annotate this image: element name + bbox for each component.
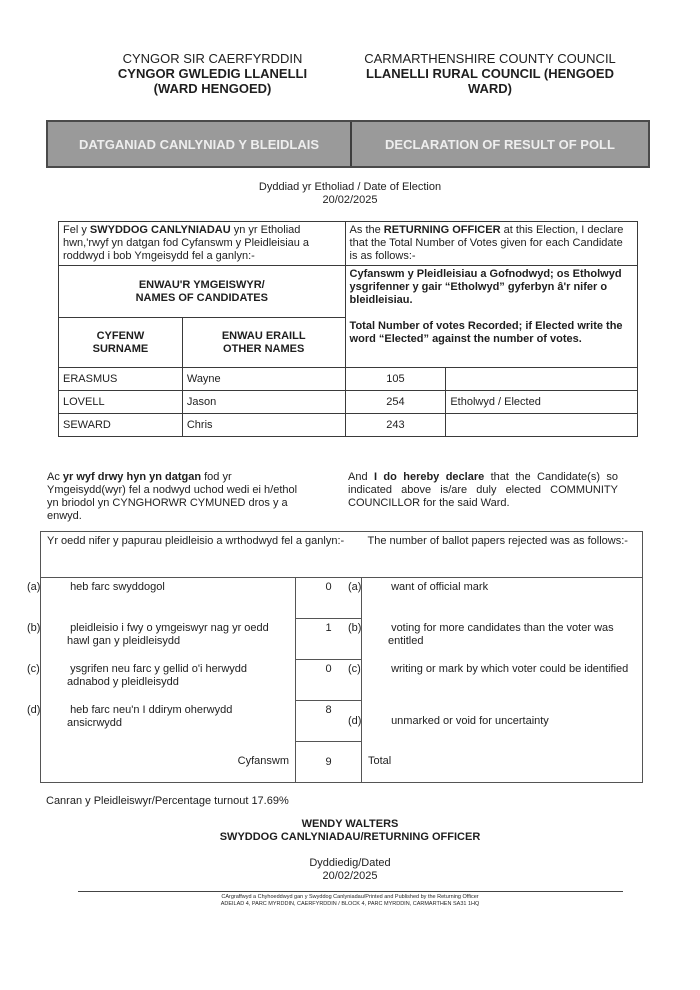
banner-title-welsh: DATGANIAD CANLYNIAD Y BLEIDLAIS <box>48 122 352 166</box>
intro-welsh-pre: Fel y <box>63 224 90 236</box>
rejected-letter: (a) <box>348 581 362 593</box>
surname-header-english: SURNAME <box>92 342 149 355</box>
rejected-letter: (c) <box>348 662 361 675</box>
rejected-header-welsh: Yr oedd nifer y papurau pleidleisio a wrthodwyd fel a ganlyn:- <box>41 532 362 578</box>
candidate-surname: LOVELL <box>59 391 183 414</box>
dated-value: 20/02/2025 <box>322 870 378 882</box>
candidate-row <box>59 368 638 391</box>
names-header <box>59 266 346 318</box>
other-names-header <box>182 318 345 368</box>
header-english <box>340 51 640 96</box>
rejected-header-english: The number of ballot papers rejected was as follows:- <box>362 532 643 578</box>
declaration-english <box>348 471 618 510</box>
rejected-total-label-english: Total <box>368 755 392 768</box>
rejected-letter: (d) <box>27 703 41 716</box>
footer-publisher: CArgraffwyd a Chyhoeddwyd gan y Swyddog Canlyniadau/Printed and Published by the Returning Officer <box>221 894 479 900</box>
candidate-other-names: Jason <box>182 391 345 414</box>
rejected-row <box>41 619 643 660</box>
rejected-letter: (c) <box>27 662 40 675</box>
candidate-status: Etholwyd / Elected <box>446 391 638 414</box>
officer-name: WENDY WALTERS <box>301 818 399 830</box>
footer-divider <box>78 891 623 892</box>
declaration-english-pre: And <box>348 471 374 483</box>
intro-english-bold: RETURNING OFFICER <box>383 224 501 236</box>
intro-english-pre: As the <box>349 224 384 236</box>
votes-header-welsh: Cyfanswm y Pleidleisiau a Gofnodwyd; os Etholwyd ysgrifenner y gair “Etholwyd” gyferbyn â'r nifer o bleidleisiau. <box>349 268 622 306</box>
rejected-total-row <box>41 742 643 783</box>
council-name-english: CARMARTHENSHIRE COUNTY COUNCIL <box>364 51 616 66</box>
rejected-total-count: 9 <box>296 742 362 783</box>
footer-address: ADEILAD 4, PARC MYRDDIN, CAERFYRDDIN / BLOCK 4, PARC MYRDDIN, CARMARTHEN SA31 1HQ <box>220 901 480 907</box>
rejected-count: 1 <box>296 619 362 660</box>
rejected-count: 0 <box>296 578 362 619</box>
header-welsh <box>95 51 330 96</box>
rejected-row <box>41 660 643 701</box>
other-names-header-english: OTHER NAMES <box>223 342 305 355</box>
other-names-header-welsh: ENWAU ERAILL <box>221 329 306 342</box>
candidate-surname: ERASMUS <box>59 368 183 391</box>
names-header-welsh: ENWAU'R YMGEISWYR/ <box>138 278 265 291</box>
ward-english: WARD) <box>467 81 513 96</box>
candidate-votes: 243 <box>345 414 446 437</box>
rejected-reason-welsh: heb farc swyddogol <box>70 581 165 593</box>
footer <box>0 894 700 908</box>
intro-welsh <box>59 222 346 266</box>
declaration-welsh-post: fod yr Ymgeisydd(wyr) fel a nodwyd uchod wedi ei h/ethol yn briodol yn CYNGHORWR CYMUNED dros y a enwyd. <box>47 471 298 522</box>
election-date <box>0 181 700 207</box>
intro-english <box>345 222 637 266</box>
intro-english-post: at this Election, I declare that the Total Number of Votes given for each Candidate is as follows:- <box>349 224 624 262</box>
rejected-reason-welsh: heb farc neu'n I ddirym oherwydd ansicrwydd <box>67 703 233 729</box>
rejected-total-label-welsh: Cyfanswm <box>237 755 289 768</box>
candidate-votes: 105 <box>345 368 446 391</box>
candidate-status <box>446 414 638 437</box>
banner-title-english: DECLARATION OF RESULT OF POLL <box>385 136 615 152</box>
declaration-english-post: that the Candidate(s) so indicated above is/are duly elected COMMUNITY COUNCILLOR for the said Ward. <box>348 471 618 509</box>
officer-title: SWYDDOG CANLYNIADAU/RETURNING OFFICER <box>219 831 481 843</box>
rejected-row <box>41 701 643 742</box>
rejected-letter: (d) <box>348 714 362 727</box>
rejected-reason-english: writing or mark by which voter could be identified <box>391 662 629 675</box>
turnout: Canran y Pleidleiswyr/Percentage turnout 17.69% <box>46 795 289 807</box>
returning-officer <box>0 818 700 844</box>
intro-welsh-post: yn yr Etholiad hwn,'rwyf yn datgan fod Cyfanswm y Pleidleisiau a roddwyd i bob Ymgeisydd fel a ganlyn:- <box>63 224 310 262</box>
declaration-welsh-bold: yr wyf drwy hyn yn datgan <box>62 471 202 483</box>
declaration-english-bold: I do hereby declare <box>373 471 485 483</box>
election-date-label: Dyddiad yr Etholiad / Date of Election <box>258 181 442 193</box>
votes-header-english: Total Number of votes Recorded; if Elected write the word “Elected” against the number of votes. <box>349 320 623 345</box>
rejected-row <box>41 578 643 619</box>
intro-welsh-bold: SWYDDOG CANLYNIADAU <box>89 224 231 236</box>
names-header-english: NAMES OF CANDIDATES <box>135 291 268 304</box>
election-date-value: 20/02/2025 <box>322 194 378 206</box>
candidate-surname: SEWARD <box>59 414 183 437</box>
rejected-letter: (b) <box>27 621 41 634</box>
candidate-other-names: Wayne <box>182 368 345 391</box>
candidate-row <box>59 414 638 437</box>
votes-header <box>345 266 637 368</box>
candidate-votes: 254 <box>345 391 446 414</box>
rural-council-welsh: CYNGOR GWLEDIG LLANELLI <box>117 66 308 81</box>
rejected-letter: (a) <box>27 581 41 593</box>
candidate-row <box>59 391 638 414</box>
dated-label: Dyddiedig/Dated <box>309 857 391 869</box>
candidates-table <box>58 221 638 437</box>
surname-header-welsh: CYFENW <box>96 329 145 342</box>
rejected-reason-english: voting for more candidates than the voter was entitled <box>388 621 614 647</box>
rejected-count: 0 <box>296 660 362 701</box>
rejected-letter: (b) <box>348 621 362 634</box>
rejected-reason-english: want of official mark <box>391 581 489 593</box>
ward-welsh: (WARD HENGOED) <box>153 81 272 96</box>
declaration-welsh-pre: Ac <box>47 471 63 483</box>
candidate-status <box>446 368 638 391</box>
candidate-other-names: Chris <box>182 414 345 437</box>
dated <box>0 857 700 883</box>
surname-header <box>59 318 183 368</box>
rural-council-english: LLANELLI RURAL COUNCIL (HENGOED <box>366 66 614 81</box>
rejected-ballots-table <box>27 531 643 783</box>
rejected-count: 8 <box>296 701 362 742</box>
title-banner <box>46 120 650 168</box>
council-name-welsh: CYNGOR SIR CAERFYRDDIN <box>122 51 303 66</box>
declaration-welsh <box>47 471 307 523</box>
rejected-reason-welsh: pleidleisio i fwy o ymgeiswyr nag yr oedd hawl gan y pleidleisydd <box>67 621 269 647</box>
rejected-reason-english: unmarked or void for uncertainty <box>391 714 549 727</box>
rejected-reason-welsh: ysgrifen neu farc y gellid o'i herwydd adnabod y pleidleisydd <box>67 662 248 688</box>
